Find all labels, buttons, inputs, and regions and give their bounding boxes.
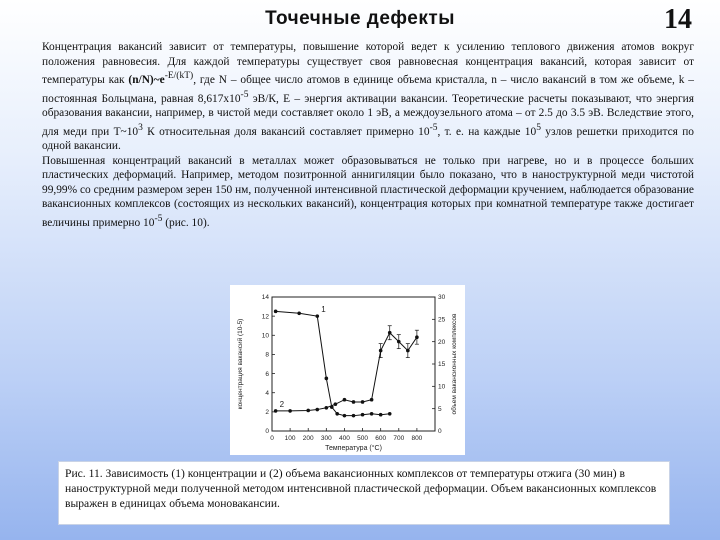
y-left-tick-label: 4 — [265, 389, 269, 397]
figure-chart — [230, 285, 465, 455]
y-left-axis-label: концентрация вакансий (10-5) — [237, 318, 244, 410]
y-right-tick-label: 15 — [438, 361, 446, 369]
y-right-tick-label: 0 — [438, 428, 442, 436]
formula: (n/N)~e — [128, 73, 165, 86]
series-2-point — [352, 400, 356, 404]
series-2-point — [306, 409, 310, 413]
y-right-tick-label: 30 — [438, 294, 446, 302]
x-tick-label: 700 — [393, 435, 405, 442]
series-1-point — [274, 310, 278, 314]
series-1-point — [388, 412, 392, 416]
y-right-tick-label: 5 — [438, 405, 442, 413]
series-1-point — [315, 314, 319, 318]
figure-caption: Рис. 11. Зависимость (1) концентрации и (2) объема вакансионных комплексов от температуры отжига (30 мин) в наноструктурной меди полученной методом интенсивной пластической деформации. Объем вакансионных комплексов выражен в единицах объема моновакансии. — [65, 467, 657, 510]
series-2-point — [334, 402, 338, 406]
y-left-tick-label: 0 — [265, 428, 269, 436]
series-1-point — [325, 377, 329, 381]
y-left-tick-label: 14 — [261, 294, 269, 302]
series-1-point — [297, 311, 301, 315]
y-right-axis-label: объем вакансионных комплексов — [451, 313, 458, 415]
chart-svg — [230, 285, 465, 455]
series-2-label: 2 — [279, 399, 285, 409]
series-1-point — [361, 413, 365, 417]
x-tick-label: 0 — [270, 435, 274, 442]
series-2-point — [325, 406, 329, 410]
series-1-point — [352, 414, 356, 418]
body-text — [42, 40, 694, 230]
series-1-label: 1 — [321, 305, 326, 315]
x-tick-label: 100 — [284, 435, 296, 442]
x-tick-label: 400 — [339, 435, 350, 442]
formula-exponent: -E/(kT) — [164, 71, 194, 82]
slide-title: Точечные дефекты — [265, 8, 455, 29]
y-right-tick-label: 25 — [438, 316, 446, 324]
series-1-point — [370, 412, 374, 416]
x-tick-label: 200 — [302, 435, 314, 442]
y-left-tick-label: 6 — [265, 370, 269, 378]
series-2-line — [276, 333, 417, 411]
series-1-point — [335, 412, 339, 416]
series-2-point — [370, 398, 374, 402]
caption-box — [58, 461, 670, 525]
series-1-point — [379, 413, 383, 417]
x-tick-label: 300 — [320, 435, 332, 442]
y-left-tick-label: 2 — [265, 409, 269, 417]
paragraph-1: Концентрация вакансий зависит от температуры, повышение которой ведет к усилению теплового движения атомов вокруг положения равновесия. Для каждой температуры существует своя равновесная концентрация вакансий, которая зависит от температуры как $(n/N)\sim e^{-E/(kT)}$, где N – общее число атомов в единице объема кристалла, n – число вакансий в том же объеме, k – постоянная Больцмана, равная $8,617х10^{-5}$ эВ/К, E – энергия активации вакансии. Теоретические расчеты показывают, что энергия образования вакансии, например, в чистой меди составляет около 1 эВ, а междоузельного атома – от 2.5 до 3.5 эВ. Вследствие этого, для меди при $Т\sim 10^3$ К относительная доля вакансий составляет примерно $10^{-5}$, т. е. на каждые $10^5$ узлов решетки приходится по одной вакансии. — [42, 41, 694, 152]
series-2-point — [361, 400, 365, 404]
y-right-tick-label: 10 — [438, 383, 446, 391]
x-tick-label: 500 — [357, 435, 368, 442]
page-number: 14 — [664, 4, 692, 35]
y-right-tick-label: 20 — [438, 338, 446, 346]
x-axis-label: Температура (°С) — [325, 445, 382, 452]
x-tick-label: 800 — [411, 435, 423, 442]
series-1-point — [343, 414, 347, 418]
y-left-tick-label: 12 — [261, 313, 269, 321]
y-left-tick-label: 10 — [261, 332, 269, 340]
y-left-tick-label: 8 — [265, 351, 269, 359]
paragraph-2: Повышенная концентраций вакансий в металлах может образовываться не только при нагреве, но и в процессе больших пластических деформаций. Например, методом позитронной аннигиляции было показано, что в наноструктурной меди чистотой 99,99% со средним размером зерен 150 нм, полученной интенсивной пластической деформации кручением, наблюдается образование вакансионных комплексов (состоящих из нескольких вакансий), концентрация которых при комнатной температуре также достигает величины примерно $10^{-5}$ (рис. 10). — [42, 154, 694, 229]
series-2-point — [288, 409, 292, 413]
x-tick-label: 600 — [375, 435, 387, 442]
series-2-point — [343, 398, 347, 402]
series-2-point — [274, 409, 278, 413]
series-2-point — [315, 408, 319, 412]
